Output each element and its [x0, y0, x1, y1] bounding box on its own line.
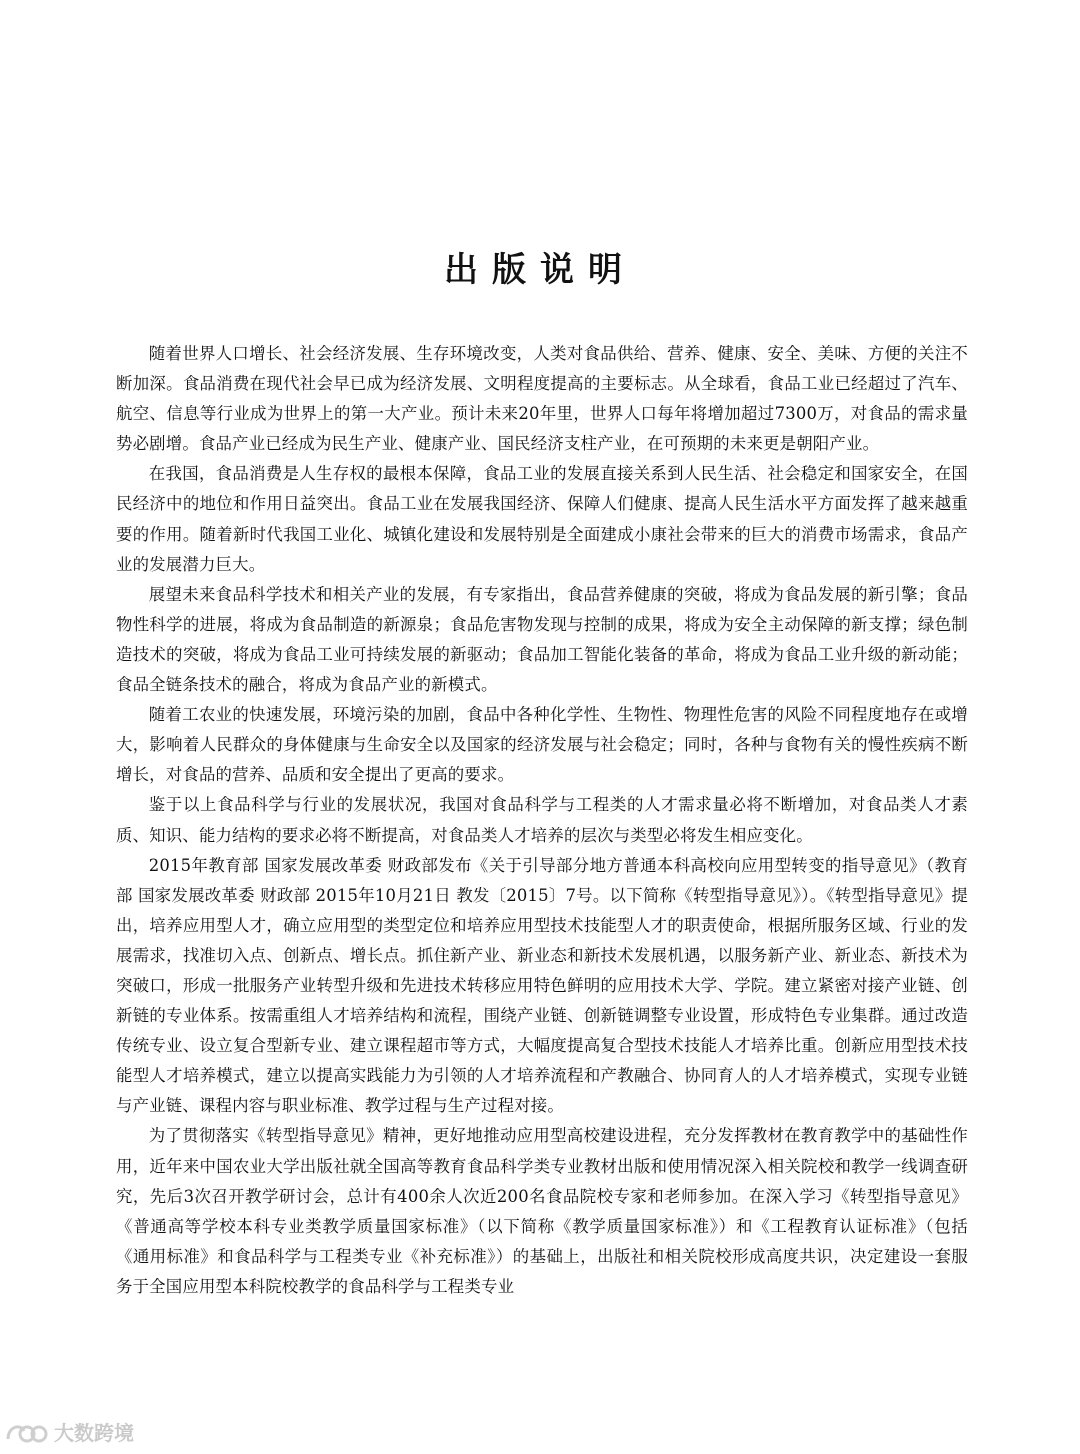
paragraph-7: 为了贯彻落实《转型指导意见》精神，更好地推动应用型高校建设进程，充分发挥教材在教育教学中的基础性作用，近年来中国农业大学出版社就全国高等教育食品科学类专业教材出版和使用情况深入相关院校和教学一线调查研究，先后3次召开教学研讨会，总计有400余人次近200名食品院校专家和老师参加。在深入学习《转型指导意见》《普通高等学校本科专业类教学质量国家标准》（以下简称《教学质量国家标准》）和《工程教育认证标准》（包括《通用标准》和食品科学与工程类专业《补充标准》）的基础上，出版社和相关院校形成高度共识，决定建设一套服务于全国应用型本科院校教学的食品科学与工程类专业: [116, 1126, 968, 1296]
watermark: [4, 1417, 134, 1446]
paragraph-6: 2015年教育部 国家发展改革委 财政部发布《关于引导部分地方普通本科高校向应用型转变的指导意见》（教育部 国家发展改革委 财政部 2015年10月21日 教发〔2015〕7号。以下简称《转型指导意见》）。《转型指导意见》提出，培养应用型人才，确立应用型的类型定位和培养应用型技术技能型人才的职责使命，根据所服务区域、行业的发展需求，找准切入点、创新点、增长点。抓住新产业、新业态和新技术发展机遇，以服务新产业、新业态、新技术为突破口，形成一批服务产业转型升级和先进技术转移应用特色鲜明的应用技术大学、学院。建立紧密对接产业链、创新链的专业体系。按需重组人才培养结构和流程，围绕产业链、创新链调整专业设置，形成特色专业集群。通过改造传统专业、设立复合型新专业、建立课程超市等方式，大幅度提高复合型技术技能人才培养比重。创新应用型技术技能型人才培养模式，建立以提高实践能力为引领的人才培养流程和产教融合、协同育人的人才培养模式，实现专业链与产业链、课程内容与职业标准、教学过程与生产过程对接。: [116, 855, 968, 1116]
paragraph-5: 鉴于以上食品科学与行业的发展状况，我国对食品科学与工程类的人才需求量必将不断增加，对食品类人才素质、知识、能力结构的要求必将不断提高，对食品类人才培养的层次与类型必将发生相应变化。: [116, 795, 968, 845]
watermark-text: 大数跨境: [54, 1421, 134, 1445]
ring-logo-icon: [4, 1419, 48, 1445]
paragraph-3: 展望未来食品科学技术和相关产业的发展，有专家指出，食品营养健康的突破，将成为食品发展的新引擎；食品物性科学的进展，将成为食品制造的新源泉；食品危害物发现与控制的成果，将成为安全主动保障的新支撑；绿色制造技术的突破，将成为食品工业可持续发展的新驱动；食品加工智能化装备的革命，将成为食品工业升级的新动能；食品全链条技术的融合，将成为食品产业的新模式。: [116, 584, 968, 695]
paragraph-4: 随着工农业的快速发展，环境污染的加剧，食品中各种化学性、生物性、物理性危害的风险不同程度地存在或增大，影响着人民群众的身体健康与生命安全以及国家的经济发展与社会稳定；同时，各种与食物有关的慢性疾病不断增长，对食品的营养、品质和安全提出了更高的要求。: [116, 705, 968, 785]
page-title: 出版说明: [444, 249, 636, 290]
paragraph-2: 在我国，食品消费是人生存权的最根本保障，食品工业的发展直接关系到人民生活、社会稳定和国家安全，在国民经济中的地位和作用日益突出。食品工业在发展我国经济、保障人们健康、提高人民生活水平方面发挥了越来越重要的作用。随着新时代我国工业化、城镇化建设和发展特别是全面建成小康社会带来的巨大的消费市场需求，食品产业的发展潜力巨大。: [116, 464, 968, 574]
paragraph-1: 随着世界人口增长、社会经济发展、生存环境改变，人类对食品供给、营养、健康、安全、美味、方便的关注不断加深。食品消费在现代社会早已成为经济发展、文明程度提高的主要标志。从全球看，食品工业已经超过了汽车、航空、信息等行业成为世界上的第一大产业。预计未来20年里，世界人口每年将增加超过7300万，对食品的需求量势必剧增。食品产业已经成为民生产业、健康产业、国民经济支柱产业，在可预期的未来更是朝阳产业。: [116, 344, 968, 454]
body-text: [116, 339, 968, 1302]
